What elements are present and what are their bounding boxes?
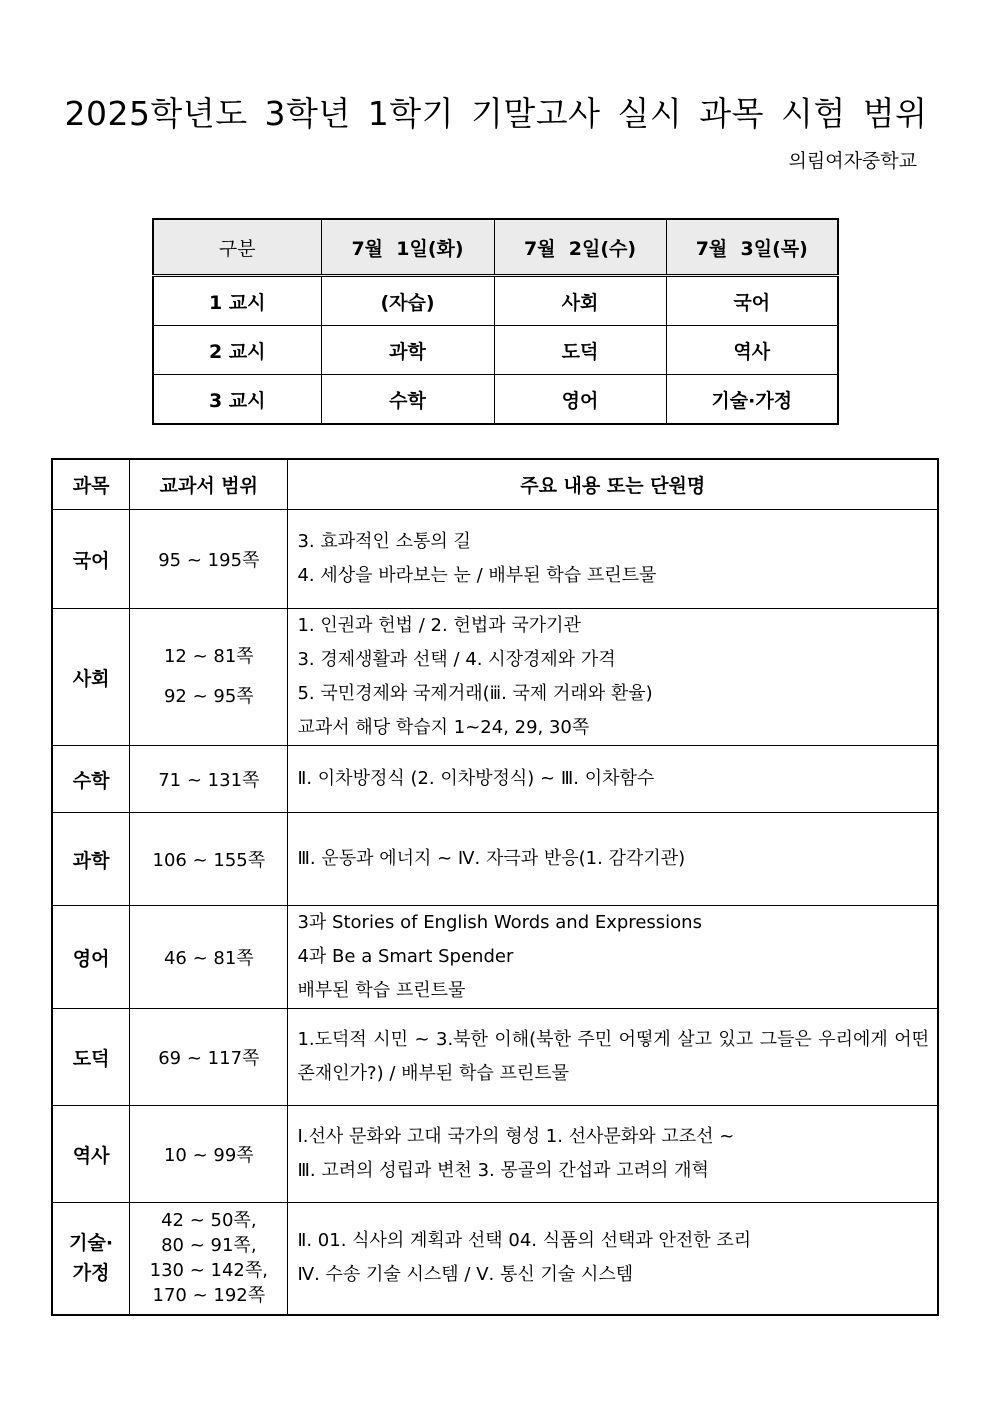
- range-header-row: [52, 459, 938, 510]
- content-line: 배부된 학습 프린트물: [297, 980, 466, 1001]
- range-content: [288, 1106, 938, 1203]
- range-pages: [130, 1203, 288, 1315]
- content-line: Ⅱ. 01. 식사의 계획과 선택 04. 식품의 선택과 안전한 조리: [297, 1230, 752, 1252]
- subject-line: 가정: [72, 1262, 110, 1285]
- range-subject: 국어: [52, 510, 130, 609]
- range-subject: 과학: [52, 813, 130, 906]
- schedule-cell: (자습): [321, 276, 494, 326]
- range-header-pages: 교과서 범위: [130, 459, 288, 510]
- content-line: Ⅲ. 운동과 에너지 ~ Ⅳ. 자극과 반응(1. 감각기관): [297, 848, 686, 869]
- range-content: [288, 510, 938, 609]
- content-line: 4과 Be a Smart Spender: [297, 946, 514, 967]
- range-subject: 사회: [52, 609, 130, 746]
- content-line: 1.도덕적 시민 ~ 3.북한 이해(북한 주민 어떻게 살고 있고 그들은 우리에게 어떤 존재인가?) / 배부된 학습 프린트물: [297, 1029, 929, 1084]
- schedule-cell: 도덕: [494, 326, 666, 375]
- schedule-header-day3: 7월 3일(목): [666, 219, 838, 276]
- exam-range-table: [51, 458, 939, 1316]
- range-pages: 46 ~ 81쪽: [130, 906, 288, 1009]
- schedule-row: [153, 276, 838, 326]
- content-line: 5. 국민경제와 국제거래(ⅲ. 국제 거래와 환율): [297, 683, 653, 704]
- pages-line: 80 ~ 91쪽,: [161, 1235, 257, 1257]
- range-row-science: [52, 813, 938, 906]
- range-header-content: 주요 내용 또는 단원명: [288, 459, 938, 510]
- schedule-header-row: [153, 219, 838, 276]
- subject-line: 기술·: [69, 1232, 114, 1255]
- content-line: 3. 경제생활과 선택 / 4. 시장경제와 가격: [297, 649, 616, 670]
- content-line: 4. 세상을 바라보는 눈 / 배부된 학습 프린트물: [297, 565, 657, 586]
- pages-line: 130 ~ 142쪽,: [149, 1260, 268, 1282]
- schedule-cell: 기술·가정: [666, 375, 838, 425]
- range-row-english: [52, 906, 938, 1009]
- schedule-cell: 사회: [494, 276, 666, 326]
- schedule-row: [153, 326, 838, 375]
- range-header-subject: 과목: [52, 459, 130, 510]
- schedule-header-day1: 7월 1일(화): [321, 219, 494, 276]
- range-subject: 수학: [52, 746, 130, 813]
- range-subject: [52, 1203, 130, 1315]
- range-content: [288, 1009, 938, 1106]
- range-pages: [130, 609, 288, 746]
- range-content: [288, 906, 938, 1009]
- range-pages: 10 ~ 99쪽: [130, 1106, 288, 1203]
- schedule-cell: 과학: [321, 326, 494, 375]
- range-row-tech-home: [52, 1203, 938, 1315]
- range-pages: 71 ~ 131쪽: [130, 746, 288, 813]
- schedule-header-day2: 7월 2일(수): [494, 219, 666, 276]
- schedule-period: 2 교시: [153, 326, 321, 375]
- range-row-math: [52, 746, 938, 813]
- schedule-cell: 영어: [494, 375, 666, 425]
- schedule-header-category: 구분: [153, 219, 321, 276]
- content-line: 3과 Stories of English Words and Expressions: [297, 912, 702, 933]
- content-line: Ⅳ. 수송 기술 시스템 / Ⅴ. 통신 기술 시스템: [297, 1264, 634, 1286]
- schedule-cell: 역사: [666, 326, 838, 375]
- range-content: [288, 1203, 938, 1315]
- pages-line: 92 ~ 95쪽: [163, 686, 254, 707]
- range-subject: 역사: [52, 1106, 130, 1203]
- exam-schedule-table: [152, 218, 839, 425]
- school-name: 의림여자중학교: [788, 150, 917, 172]
- range-pages: 95 ~ 195쪽: [130, 510, 288, 609]
- range-subject: 도덕: [52, 1009, 130, 1106]
- range-pages: 106 ~ 155쪽: [130, 813, 288, 906]
- content-line: Ⅲ. 고려의 성립과 변천 3. 몽골의 간섭과 고려의 개혁: [297, 1160, 709, 1181]
- content-line: Ⅱ. 이차방정식 (2. 이차방정식) ~ Ⅲ. 이차함수: [297, 768, 655, 789]
- schedule-cell: 국어: [666, 276, 838, 326]
- content-line: 교과서 해당 학습지 1~24, 29, 30쪽: [297, 717, 590, 738]
- range-pages: 69 ~ 117쪽: [130, 1009, 288, 1106]
- schedule-period: 3 교시: [153, 375, 321, 425]
- content-line: 1. 인권과 헌법 / 2. 헌법과 국가기관: [297, 615, 581, 636]
- schedule-period: 1 교시: [153, 276, 321, 326]
- page-title: 2025학년도 3학년 1학기 기말고사 실시 과목 시험 범위: [64, 94, 928, 133]
- range-row-social: [52, 609, 938, 746]
- range-content: [288, 609, 938, 746]
- pages-line: 170 ~ 192쪽: [152, 1285, 266, 1307]
- range-content: [288, 813, 938, 906]
- range-row-ethics: [52, 1009, 938, 1106]
- pages-line: 42 ~ 50쪽,: [161, 1210, 257, 1232]
- pages-line: 12 ~ 81쪽: [163, 646, 254, 667]
- range-content: [288, 746, 938, 813]
- range-row-history: [52, 1106, 938, 1203]
- content-line: Ⅰ.선사 문화와 고대 국가의 형성 1. 선사문화와 고조선 ~: [297, 1126, 735, 1147]
- schedule-row: [153, 375, 838, 425]
- content-line: 3. 효과적인 소통의 길: [297, 531, 471, 552]
- range-row-korean: [52, 510, 938, 609]
- schedule-cell: 수학: [321, 375, 494, 425]
- range-subject: 영어: [52, 906, 130, 1009]
